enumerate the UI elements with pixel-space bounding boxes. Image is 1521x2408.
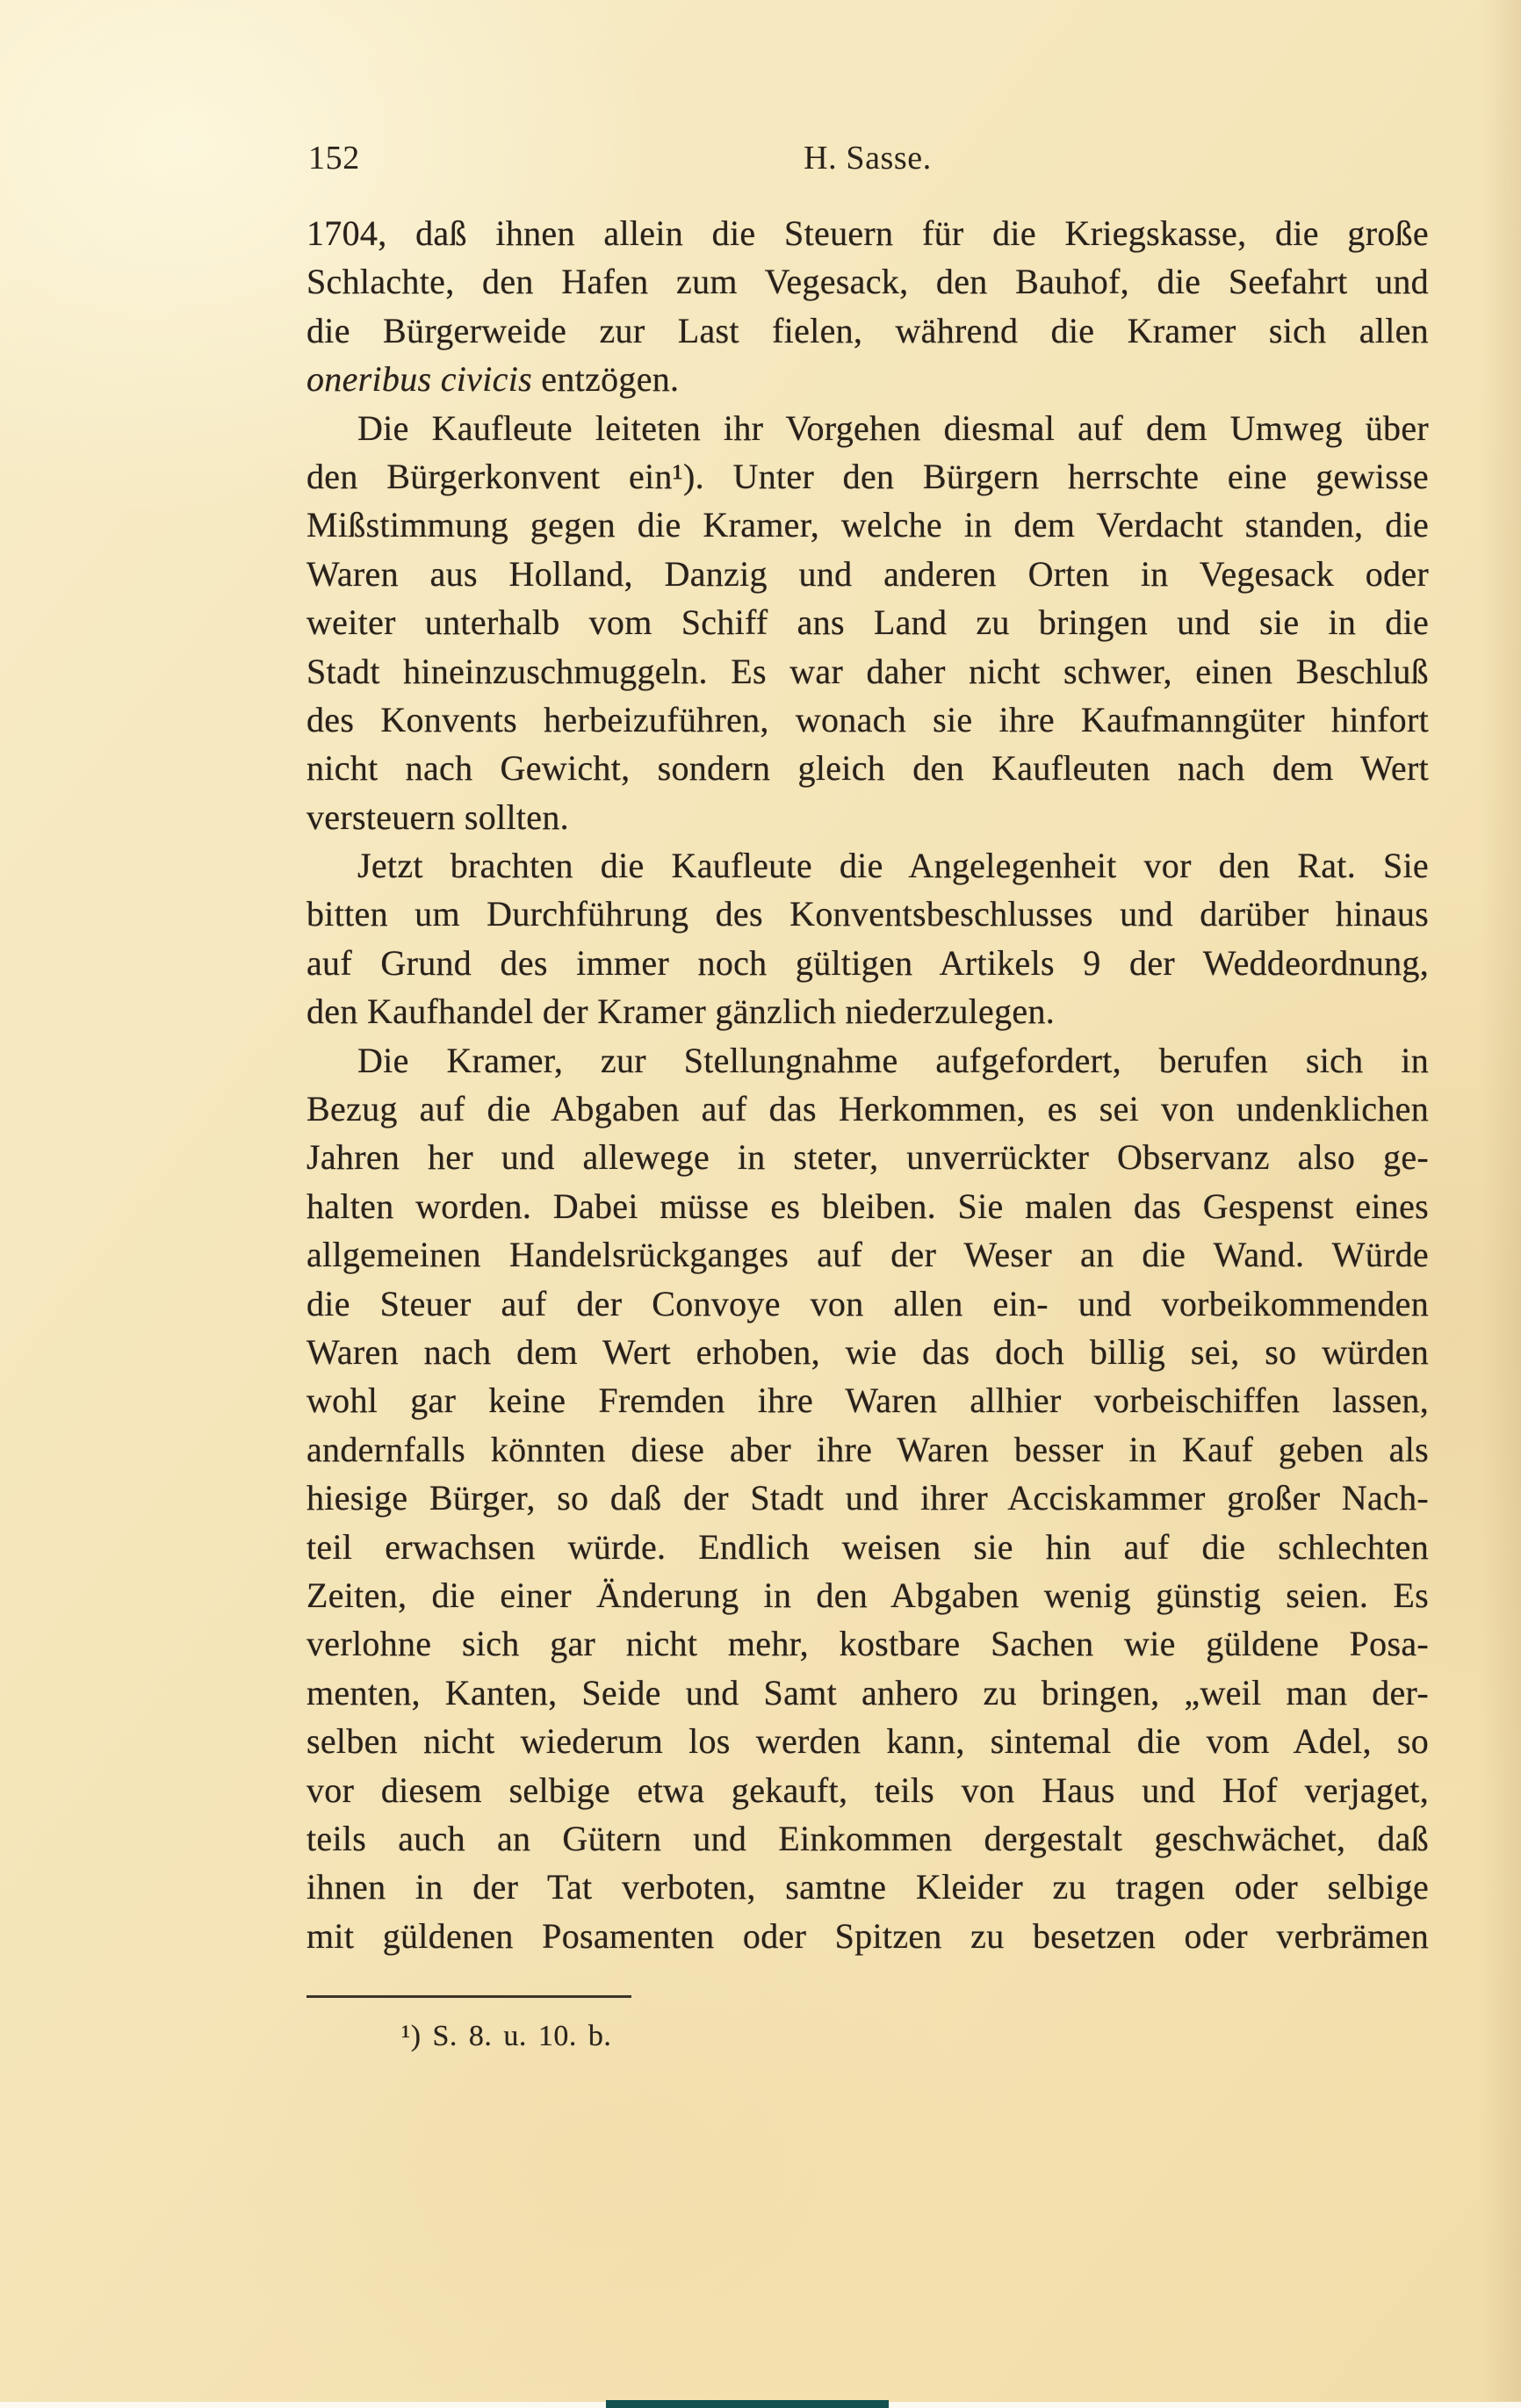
text-line: versteuern sollten. — [306, 797, 569, 837]
text-line: Die Kramer, zur Stellungnahme aufgefordert, berufen sich in — [357, 1040, 1429, 1080]
text-line: ihnen in der Tat verboten, samtne Kleider zu tragen oder selbige — [306, 1867, 1429, 1907]
paragraph — [306, 209, 1429, 404]
text-line: mit güldenen Posamenten oder Spitzen zu besetzen oder verbrämen — [306, 1915, 1429, 1956]
text-line: die Bürgerweide zur Last fielen, während die Kramer sich allen — [306, 310, 1429, 350]
text-line: Jahren her und allewege in steter, unverrückter Observanz also ge- — [306, 1137, 1429, 1178]
text-line: Zeiten, die einer Änderung in den Abgaben wenig günstig seien. Es — [306, 1575, 1429, 1615]
text-line: teil erwachsen würde. Endlich weisen sie hin auf die schlechten — [306, 1526, 1429, 1567]
text-line: Stadt hineinzuschmuggeln. Es war daher nicht schwer, einen Beschluß — [306, 651, 1429, 691]
text-line: halten worden. Dabei müsse es bleiben. Sie malen das Gespenst eines — [306, 1186, 1429, 1226]
text-line: die Steuer auf der Convoye von allen ein- und vorbeikommenden — [306, 1283, 1429, 1323]
paragraph — [306, 841, 1429, 1036]
scan-bottom-strip — [606, 2400, 889, 2408]
footnote: ¹) S. 8. u. 10. b. — [401, 2020, 612, 2052]
text-line: auf Grund des immer noch gültigen Artikels 9 der Weddeordnung, — [306, 942, 1429, 983]
text-line: Bezug auf die Abgaben auf das Herkommen, es sei von undenklichen — [306, 1089, 1429, 1129]
text-line: 1704, daß ihnen allein die Steuern für die Kriegskasse, die große — [306, 213, 1429, 253]
text-line: vor diesem selbige etwa gekauft, teils von Haus und Hof verjaget, — [306, 1770, 1429, 1810]
text-line: Schlachte, den Hafen zum Vegesack, den Bauhof, die Seefahrt und — [306, 262, 1429, 302]
text-line: wohl gar keine Fremden ihre Waren allhier vorbeischiffen lassen, — [306, 1381, 1429, 1421]
running-header: H. Sasse. — [804, 140, 932, 177]
paragraph — [306, 404, 1429, 842]
text-line: selben nicht wiederum los werden kann, sintemal die vom Adel, so — [306, 1721, 1429, 1762]
text-line: Jetzt brachten die Kaufleute die Angelegenheit vor den Rat. Sie — [357, 846, 1429, 886]
page-edge-shadow — [1481, 0, 1521, 2408]
footnote-rule — [306, 1995, 631, 1998]
text-line: verlohne sich gar nicht mehr, kostbare Sachen wie güldene Posa- — [306, 1624, 1429, 1664]
text-line: den Bürgerkonvent ein¹). Unter den Bürgern herrschte eine gewisse — [306, 456, 1429, 496]
text-line: des Konvents herbeizuführen, wonach sie ihre Kaufmanngüter hinfort — [306, 699, 1429, 739]
text-line: andernfalls könnten diese aber ihre Waren besser in Kauf geben als — [306, 1429, 1429, 1469]
text-line: menten, Kanten, Seide und Samt anhero zu bringen, „weil man der- — [306, 1672, 1429, 1712]
paragraph — [306, 1036, 1429, 1960]
text-line: nicht nach Gewicht, sondern gleich den Kaufleuten nach dem Wert — [306, 748, 1429, 789]
text-block — [306, 209, 1429, 1960]
text-line: hiesige Bürger, so daß der Stadt und ihrer Acciskammer großer Nach- — [306, 1478, 1429, 1518]
text-line: weiter unterhalb vom Schiff ans Land zu bringen und sie in die — [306, 602, 1429, 643]
text-line: Mißstimmung gegen die Kramer, welche in dem Verdacht standen, die — [306, 505, 1429, 545]
page-header — [306, 139, 1429, 181]
text-line: den Kaufhandel der Kramer gänzlich niederzulegen. — [306, 991, 1056, 1032]
text-line: oneribus civicis entzögen. — [306, 359, 680, 400]
text-line: Waren aus Holland, Danzig und anderen Orten in Vegesack oder — [306, 553, 1429, 594]
text-line: teils auch an Gütern und Einkommen dergestalt geschwächet, daß — [306, 1818, 1429, 1858]
page-number: 152 — [308, 140, 360, 177]
text-line: Waren nach dem Wert erhoben, wie das doch billig sei, so würden — [306, 1331, 1429, 1372]
text-line: allgemeinen Handelsrückganges auf der Weser an die Wand. Würde — [306, 1235, 1429, 1275]
text-line: bitten um Durchführung des Konventsbeschlusses und darüber hinaus — [306, 894, 1429, 934]
text-line: Die Kaufleute leiteten ihr Vorgehen diesmal auf dem Umweg über — [357, 407, 1429, 448]
